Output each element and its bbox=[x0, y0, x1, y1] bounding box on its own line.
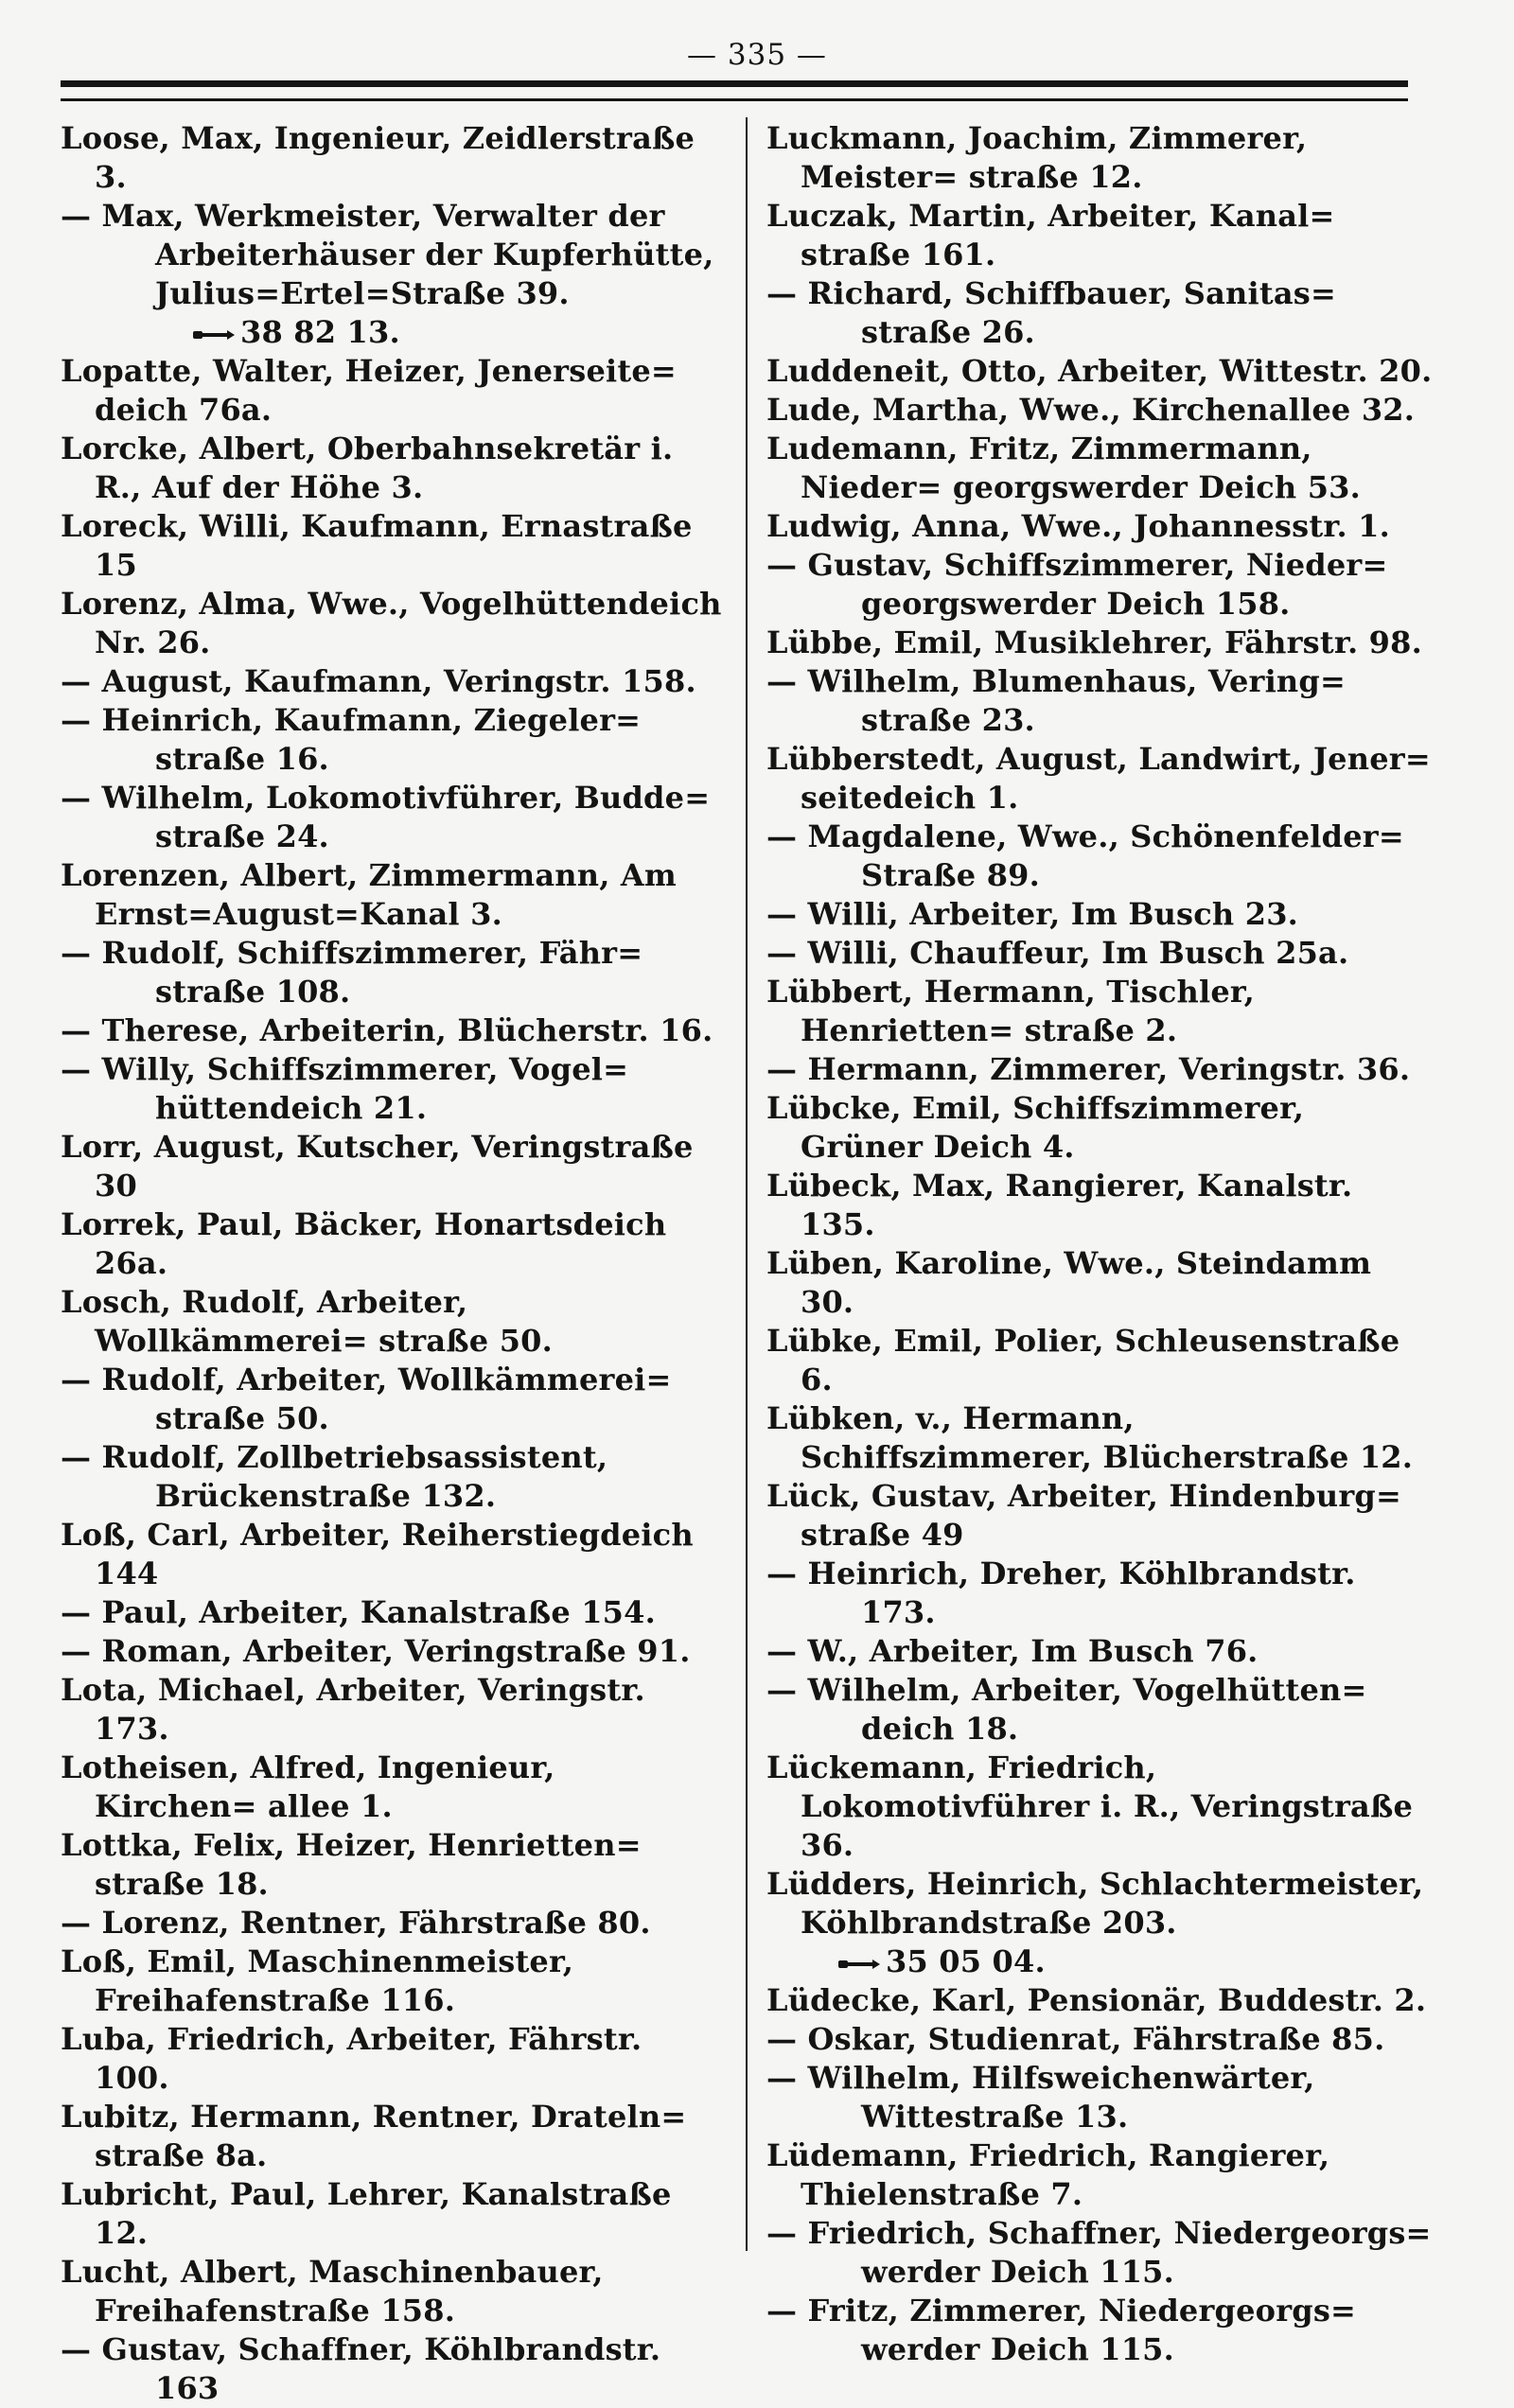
entry-text: Loß, Carl, Arbeiter, Reiherstiegdeich 144 bbox=[61, 1517, 694, 1591]
directory-entry bbox=[61, 352, 723, 430]
entry-text: Luczak, Martin, Arbeiter, Kanal= straße 161. bbox=[766, 198, 1335, 272]
entry-text: — Paul, Arbeiter, Kanalstraße 154. bbox=[61, 1594, 656, 1630]
entry-text: Loreck, Willi, Kaufmann, Ernastraße 15 bbox=[61, 508, 693, 583]
directory-entry bbox=[766, 1244, 1435, 1322]
entry-text: Lübbert, Hermann, Tischler, Henrietten= straße 2. bbox=[766, 974, 1255, 1048]
entry-text: — Willy, Schiffszimmerer, Vogel= hüttendeich 21. bbox=[61, 1051, 629, 1126]
entry-text: — Magdalene, Wwe., Schönenfelder= Straße 89. bbox=[766, 818, 1404, 893]
directory-entry bbox=[766, 2020, 1435, 2059]
entry-text: — Hermann, Zimmerer, Veringstr. 36. bbox=[766, 1051, 1411, 1087]
directory-entry bbox=[61, 2253, 723, 2330]
entry-text: — Rudolf, Schiffszimmerer, Fähr= straße 108. bbox=[61, 935, 643, 1010]
directory-entry bbox=[766, 817, 1435, 895]
directory-entry bbox=[766, 973, 1435, 1050]
directory-entry bbox=[61, 1671, 723, 1749]
entry-text: Lota, Michael, Arbeiter, Veringstr. 173. bbox=[61, 1672, 645, 1747]
entry-text: Loß, Emil, Maschinenmeister, Freihafenstraße 116. bbox=[61, 1943, 574, 2018]
directory-entry bbox=[61, 1438, 723, 1516]
directory-entry bbox=[766, 2136, 1435, 2214]
entry-text: Luba, Friedrich, Arbeiter, Fährstr. 100. bbox=[61, 2021, 643, 2096]
entry-text: Lorr, August, Kutscher, Veringstraße 30 bbox=[61, 1129, 694, 1204]
directory-entry bbox=[61, 1593, 723, 1632]
directory-entry bbox=[61, 1205, 723, 1283]
directory-entry bbox=[766, 1749, 1435, 1865]
entry-text: — Fritz, Zimmerer, Niedergeorgs= werder Deich 115. bbox=[766, 2293, 1357, 2367]
entry-text: — Wilhelm, Blumenhaus, Vering= straße 23. bbox=[766, 663, 1346, 738]
entry-text: — Max, Werkmeister, Verwalter der Arbeiterhäuser der Kupferhütte, Julius=Ertel=Straße 39. bbox=[61, 198, 714, 311]
directory-entry bbox=[766, 1865, 1435, 1981]
entry-text: Lorrek, Paul, Bäcker, Honartsdeich 26a. bbox=[61, 1206, 667, 1281]
phone-line bbox=[838, 1942, 1435, 1981]
entry-text: — Friedrich, Schaffner, Niedergeorgs= werder Deich 115. bbox=[766, 2215, 1432, 2290]
telephone-icon bbox=[838, 1958, 880, 1971]
directory-entry bbox=[61, 2175, 723, 2253]
phone-number: 38 82 13. bbox=[240, 314, 400, 350]
entry-text: Lübcke, Emil, Schiffszimmerer, Grüner Deich 4. bbox=[766, 1090, 1305, 1165]
entry-text: Lück, Gustav, Arbeiter, Hindenburg= straße 49 bbox=[766, 1478, 1401, 1553]
directory-entry bbox=[61, 662, 723, 701]
entry-text: Ludemann, Fritz, Zimmermann, Nieder= georgswerder Deich 53. bbox=[766, 431, 1361, 505]
directory-entry bbox=[766, 1167, 1435, 1244]
directory-entry bbox=[766, 1981, 1435, 2020]
page-number: — 335 — bbox=[687, 38, 827, 72]
entry-text: — Wilhelm, Lokomotivführer, Budde= straße 24. bbox=[61, 780, 711, 854]
entry-text: — Lorenz, Rentner, Fährstraße 80. bbox=[61, 1905, 651, 1941]
entry-text: Lubricht, Paul, Lehrer, Kanalstraße 12. bbox=[61, 2176, 672, 2251]
directory-entry bbox=[766, 2059, 1435, 2136]
directory-entry bbox=[766, 934, 1435, 973]
entry-text: Lübbe, Emil, Musiklehrer, Fährstr. 98. bbox=[766, 624, 1422, 660]
directory-entry bbox=[766, 1555, 1435, 1632]
directory-entry bbox=[766, 197, 1435, 274]
entry-text: Lübeck, Max, Rangierer, Kanalstr. 135. bbox=[766, 1168, 1353, 1242]
entry-text: Lüben, Karoline, Wwe., Steindamm 30. bbox=[766, 1245, 1372, 1320]
entry-text: Lüdecke, Karl, Pensionär, Buddestr. 2. bbox=[766, 1982, 1427, 2018]
directory-entry bbox=[61, 1632, 723, 1671]
entry-text: — Gustav, Schaffner, Köhlbrandstr. 163 bbox=[61, 2331, 661, 2406]
entry-text: — Therese, Arbeiterin, Blücherstr. 16. bbox=[61, 1012, 713, 1048]
directory-entry bbox=[61, 1516, 723, 1593]
entry-text: — Willi, Chauffeur, Im Busch 25a. bbox=[766, 935, 1349, 971]
right-column bbox=[766, 119, 1435, 2367]
entry-text: — W., Arbeiter, Im Busch 76. bbox=[766, 1633, 1259, 1669]
directory-entry bbox=[61, 1904, 723, 1942]
entry-text: — August, Kaufmann, Veringstr. 158. bbox=[61, 663, 696, 699]
directory-entry bbox=[61, 430, 723, 507]
directory-entry bbox=[61, 585, 723, 662]
phone-number: 35 05 04. bbox=[886, 1943, 1046, 1979]
entry-text: Lubitz, Hermann, Rentner, Drateln= straße 8a. bbox=[61, 2099, 687, 2173]
directory-entry bbox=[766, 1399, 1435, 1477]
directory-entry bbox=[766, 274, 1435, 352]
directory-entry bbox=[766, 1477, 1435, 1555]
directory-entry bbox=[766, 546, 1435, 624]
entry-text: Lottka, Felix, Heizer, Henrietten= straße 18. bbox=[61, 1827, 642, 1902]
entry-text: — Oskar, Studienrat, Fährstraße 85. bbox=[766, 2021, 1385, 2057]
entry-text: Lückemann, Friedrich, Lokomotivführer i. R., Veringstraße 36. bbox=[766, 1749, 1414, 1863]
entry-text: — Heinrich, Kaufmann, Ziegeler= straße 16. bbox=[61, 702, 642, 777]
entry-text: — Gustav, Schiffszimmerer, Nieder= georgswerder Deich 158. bbox=[766, 547, 1388, 622]
entry-text: Losch, Rudolf, Arbeiter, Wollkämmerei= straße 50. bbox=[61, 1284, 553, 1359]
directory-entry bbox=[61, 701, 723, 779]
entry-text: Loose, Max, Ingenieur, Zeidlerstraße 3. bbox=[61, 120, 695, 195]
directory-entry bbox=[766, 352, 1435, 391]
entry-text: Luckmann, Joachim, Zimmerer, Meister= straße 12. bbox=[766, 120, 1308, 195]
entry-text: Lüdemann, Friedrich, Rangierer, Thielenstraße 7. bbox=[766, 2137, 1330, 2212]
directory-entry bbox=[766, 895, 1435, 934]
directory-entry bbox=[61, 1749, 723, 1826]
directory-entry bbox=[61, 1361, 723, 1438]
directory-entry bbox=[766, 391, 1435, 430]
entry-text: Lude, Martha, Wwe., Kirchenallee 32. bbox=[766, 392, 1416, 428]
entry-text: Lucht, Albert, Maschinenbauer, Freihafenstraße 158. bbox=[61, 2254, 604, 2329]
entry-text: — Wilhelm, Arbeiter, Vogelhütten= deich 18. bbox=[766, 1672, 1367, 1747]
entry-text: — Wilhelm, Hilfsweichenwärter, Wittestraße 13. bbox=[766, 2060, 1315, 2135]
directory-entry bbox=[766, 624, 1435, 662]
directory-entry bbox=[766, 2292, 1435, 2369]
entry-text: Lübke, Emil, Polier, Schleusenstraße 6. bbox=[766, 1323, 1400, 1397]
left-column bbox=[61, 119, 723, 2406]
directory-entry bbox=[61, 1050, 723, 1128]
directory-entry bbox=[61, 934, 723, 1011]
directory-entry bbox=[61, 2020, 723, 2098]
directory-entry bbox=[766, 1089, 1435, 1167]
entry-text: Lotheisen, Alfred, Ingenieur, Kirchen= allee 1. bbox=[61, 1749, 555, 1824]
entry-text: Lüdders, Heinrich, Schlachtermeister, Köhlbrandstraße 203. bbox=[766, 1866, 1424, 1941]
column-divider bbox=[746, 117, 748, 2251]
entry-text: Lorenz, Alma, Wwe., Vogelhüttendeich Nr. 26. bbox=[61, 586, 722, 660]
entry-text: Luddeneit, Otto, Arbeiter, Wittestr. 20. bbox=[766, 353, 1433, 389]
entry-text: Lübberstedt, August, Landwirt, Jener= seitedeich 1. bbox=[766, 741, 1431, 816]
directory-entry bbox=[61, 1942, 723, 2020]
entry-text: Lorenzen, Albert, Zimmermann, Am Ernst=August=Kanal 3. bbox=[61, 857, 677, 932]
directory-entry bbox=[766, 2214, 1435, 2292]
directory-entry bbox=[766, 1671, 1435, 1749]
directory-entry bbox=[766, 430, 1435, 507]
telephone-icon bbox=[193, 328, 235, 342]
entry-text: Lorcke, Albert, Oberbahnsekretär i. R., Auf der Höhe 3. bbox=[61, 431, 674, 505]
entry-text: — Heinrich, Dreher, Köhlbrandstr. 173. bbox=[766, 1556, 1356, 1630]
directory-entry bbox=[766, 1050, 1435, 1089]
directory-entry bbox=[61, 197, 723, 352]
directory-entry bbox=[766, 662, 1435, 740]
top-rule bbox=[61, 80, 1408, 101]
directory-entry bbox=[61, 1011, 723, 1050]
directory-entry bbox=[61, 119, 723, 197]
directory-entry bbox=[766, 119, 1435, 197]
entry-text: — Richard, Schiffbauer, Sanitas= straße 26. bbox=[766, 275, 1336, 350]
entry-text: — Rudolf, Zollbetriebsassistent, Brückenstraße 132. bbox=[61, 1439, 608, 1514]
directory-entry bbox=[61, 507, 723, 585]
directory-entry bbox=[766, 507, 1435, 546]
directory-entry bbox=[61, 1826, 723, 1904]
directory-entry bbox=[766, 740, 1435, 817]
directory-entry bbox=[766, 1632, 1435, 1671]
directory-entry bbox=[61, 779, 723, 856]
directory-entry bbox=[61, 1283, 723, 1361]
directory-entry bbox=[61, 2330, 723, 2408]
entry-text: Lopatte, Walter, Heizer, Jenerseite= deich 76a. bbox=[61, 353, 677, 428]
phone-line bbox=[193, 313, 723, 352]
entry-text: Ludwig, Anna, Wwe., Johannesstr. 1. bbox=[766, 508, 1390, 544]
directory-entry bbox=[61, 1128, 723, 1205]
entry-text: — Rudolf, Arbeiter, Wollkämmerei= straße 50. bbox=[61, 1362, 672, 1436]
directory-entry bbox=[61, 2098, 723, 2175]
directory-entry bbox=[61, 856, 723, 934]
entry-text: Lübken, v., Hermann, Schiffszimmerer, Blücherstraße 12. bbox=[766, 1400, 1414, 1475]
entry-text: — Roman, Arbeiter, Veringstraße 91. bbox=[61, 1633, 691, 1669]
entry-text: — Willi, Arbeiter, Im Busch 23. bbox=[766, 896, 1299, 932]
directory-entry bbox=[766, 1322, 1435, 1399]
